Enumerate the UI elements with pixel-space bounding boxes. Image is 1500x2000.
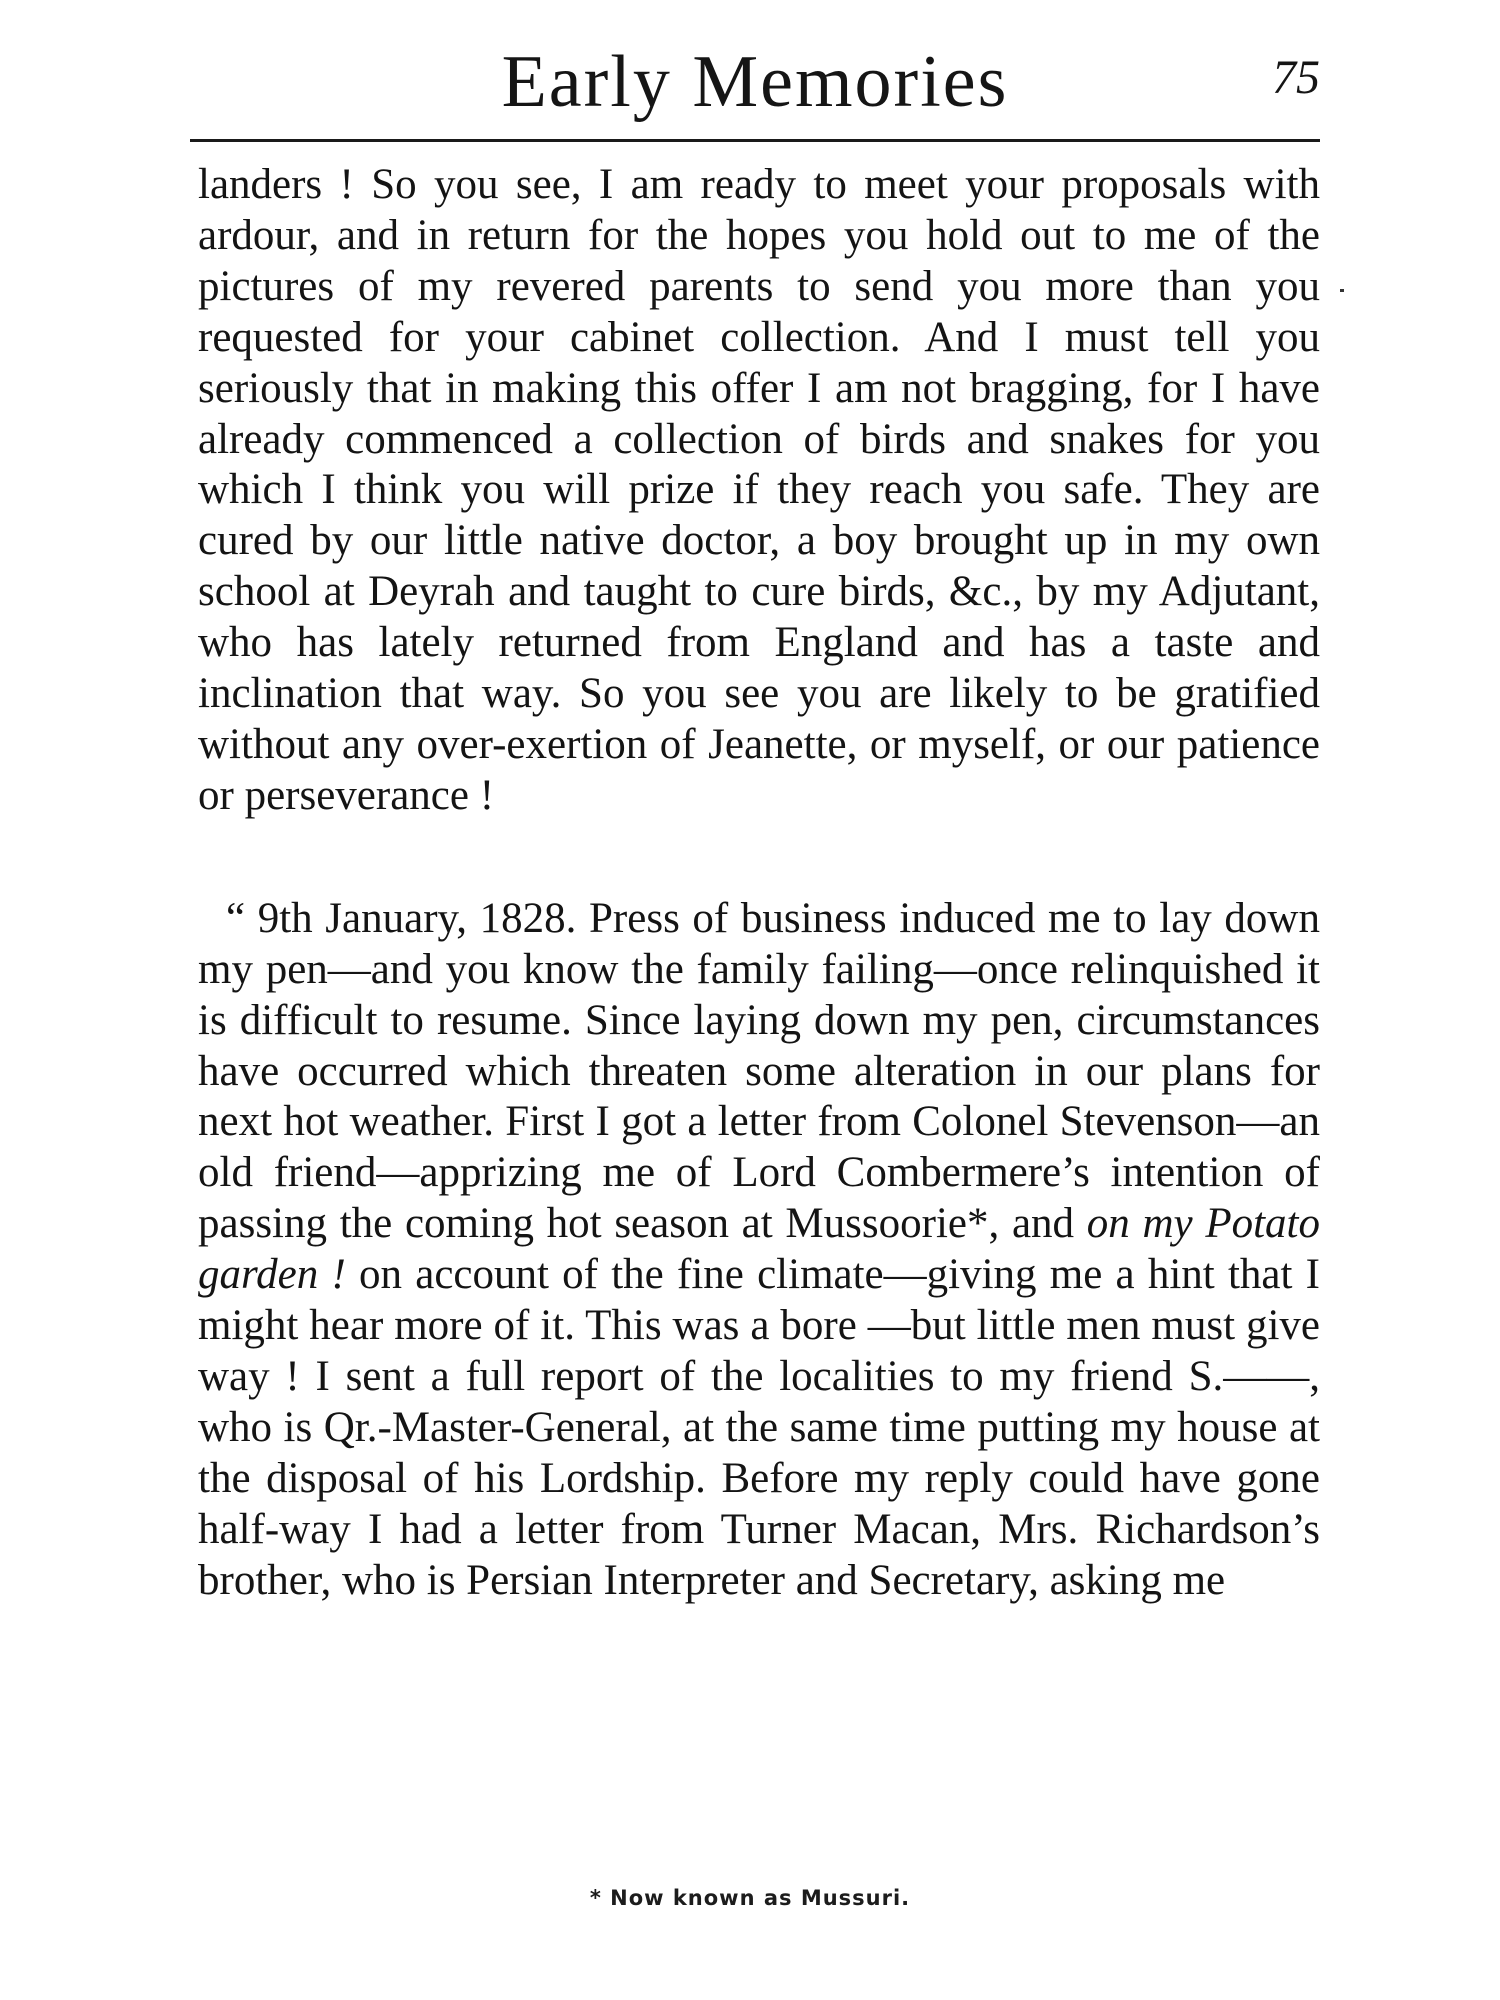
body-text xyxy=(198,160,1320,1606)
footnote: * Now known as Mussuri. xyxy=(589,1886,911,1910)
margin-mark xyxy=(1340,289,1344,292)
page-header xyxy=(190,32,1320,132)
page-number: 75 xyxy=(1272,51,1320,104)
paragraph-2-italic: on my Potato garden ! xyxy=(198,1200,1320,1299)
paragraph-2-part-1: “ 9th January, 1828. Press of business induced me to lay down my pen—and you know the family failing—once relinquished it is difficult to resume. Since laying down my pen, circumstances have occurred which threaten some alteration in our plans for next hot weather. First I got a letter from Colonel Stevenson—an old friend—apprizing me of Lord Combermere’s intention of passing the coming hot season at Mussoorie*, and xyxy=(198,894,1320,1248)
paragraph-2-part-2: on account of the fine climate—giving me a hint that I might hear more of it. This was a bore —but little men must give way ! I sent a full report of the localities to my friend S.——, who is Qr.-Master-General, at the same time putting my house at the disposal of his Lordship. Before my reply could have gone half-way I had a letter from Turner Macan, Mrs. Richardson’s brother, who is Persian Interpreter and Secretary, asking me xyxy=(198,1251,1320,1604)
paragraph-2 xyxy=(198,894,1320,1607)
running-title: Early Memories xyxy=(501,41,1009,123)
paragraph-gap xyxy=(198,822,1320,894)
paragraph-1: landers ! So you see, I am ready to meet your proposals with ardour, and in return for the hopes you hold out to me of the pictures of my revered parents to send you more than you requested for your cabinet collection. And I must tell you seriously that in making this offer I am not bragging, for I have already commenced a collection of birds and snakes for you which I think you will prize if they reach you safe. They are cured by our little native doctor, a boy brought up in my own school at Deyrah and taught to cure birds, &c., by my Adjutant, who has lately returned from England and has a taste and inclination that way. So you see you are likely to be gratified without any over-exertion of Jeanette, or myself, or our patience or perseverance ! xyxy=(198,161,1320,819)
header-rule xyxy=(190,139,1320,142)
